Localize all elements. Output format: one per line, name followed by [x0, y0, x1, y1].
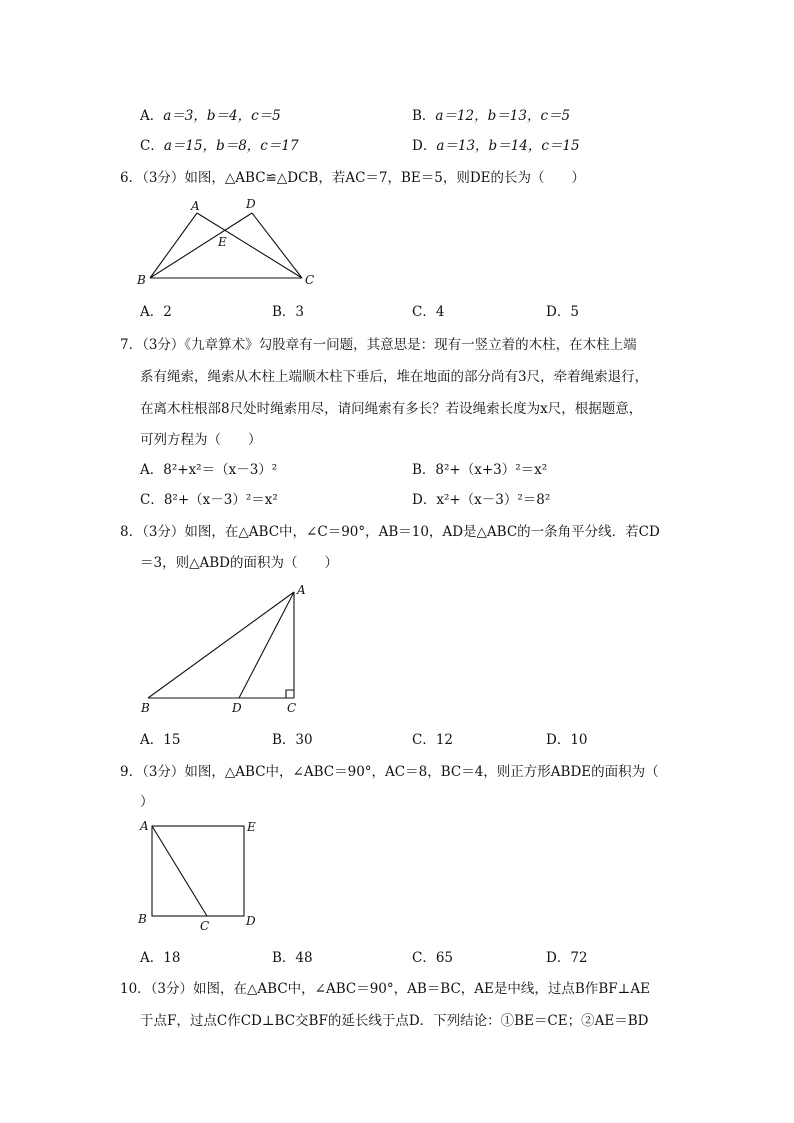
q8-option-a: A．15	[140, 732, 181, 748]
q7-stem-line-4: 可列方程为（ ）	[140, 432, 262, 448]
q8-label-b: B	[141, 701, 150, 715]
q6-label-e: E	[218, 235, 227, 249]
q7-option-d: D．x²+（x－3）²＝8²	[412, 492, 551, 508]
q10-stem-line-1: 10．（3分）如图，在△ABC中，∠ABC＝90°，AB＝BC，AE是中线，过点B作BF⊥AE	[120, 981, 650, 997]
q10-stem-line-2: 于点F，过点C作CD⊥BC交BF的延长线于点D．下列结论：①BE＝CE；②AE＝BD	[140, 1013, 649, 1029]
q5-option-a: A．a＝3，b＝4，c＝5	[140, 108, 281, 124]
q8-label-a: A	[297, 583, 306, 597]
q7-option-a: A．8²+x²＝（x－3）²	[140, 462, 278, 478]
q8-stem-line-2: ＝3，则△ABD的面积为（ ）	[140, 555, 338, 571]
q9-option-d: D．72	[546, 950, 588, 966]
q6-option-d: D．5	[546, 304, 579, 320]
q8-label-c: C	[287, 701, 297, 715]
q6-option-c: C．4	[412, 304, 445, 320]
q9-label-b: B	[138, 912, 147, 926]
q5-option-d: D．a＝13，b＝14，c＝15	[412, 138, 580, 154]
q8-option-b: B．30	[272, 732, 313, 748]
q6-option-a: A．2	[140, 304, 172, 320]
q7-stem-line-1: 7．（3分）《九章算术》勾股章有一问题，其意思是：现有一竖立着的木柱，在木柱上端	[120, 337, 637, 353]
q8-option-d: D．10	[546, 732, 588, 748]
q9-stem-line-1: 9．（3分）如图，△ABC中，∠ABC＝90°，AC＝8，BC＝4，则正方形ABDE的面积为（	[120, 764, 659, 780]
q7-stem-line-2: 系有绳索，绳索从木柱上端顺木柱下垂后，堆在地面的部分尚有3尺，牵着绳索退行，	[140, 369, 649, 385]
q9-label-e: E	[247, 820, 256, 834]
q9-segment-ac	[152, 826, 207, 916]
q8-label-d: D	[232, 701, 242, 715]
q6-stem: 6．（3分）如图，△ABC≌△DCB，若AC＝7，BE＝5，则DE的长为（ ）	[120, 170, 586, 186]
q9-label-d: D	[246, 914, 256, 928]
q9-label-c: C	[200, 919, 210, 933]
q9-option-c: C．65	[412, 950, 454, 966]
q6-option-b: B．3	[272, 304, 305, 320]
q6-label-c: C	[305, 273, 315, 287]
q9-stem-line-2: ）	[140, 794, 154, 810]
q6-label-a: A	[191, 199, 200, 213]
q9-option-a: A．18	[140, 950, 181, 966]
q9-label-a: A	[140, 819, 149, 833]
q8-option-c: C．12	[412, 732, 454, 748]
q7-option-b: B．8²+（x+3）²＝x²	[412, 462, 548, 478]
q6-label-b: B	[137, 273, 146, 287]
q8-stem-line-1: 8．（3分）如图，在△ABC中，∠C＝90°，AB＝10，AD是△ABC的一条角平分线．若CD	[120, 524, 660, 540]
q7-option-c: C．8²+（x－3）²＝x²	[140, 492, 278, 508]
q7-stem-line-3: 在离木柱根部8尺处时绳索用尽，请问绳索有多长？若设绳索长度为x尺，根据题意，	[140, 401, 643, 417]
q5-option-c: C．a＝15，b＝8，c＝17	[140, 138, 299, 154]
q6-label-d: D	[246, 197, 256, 211]
q9-square-abde	[152, 826, 244, 916]
q9-option-b: B．48	[272, 950, 313, 966]
q5-option-b: B．a＝12，b＝13，c＝5	[412, 108, 571, 124]
